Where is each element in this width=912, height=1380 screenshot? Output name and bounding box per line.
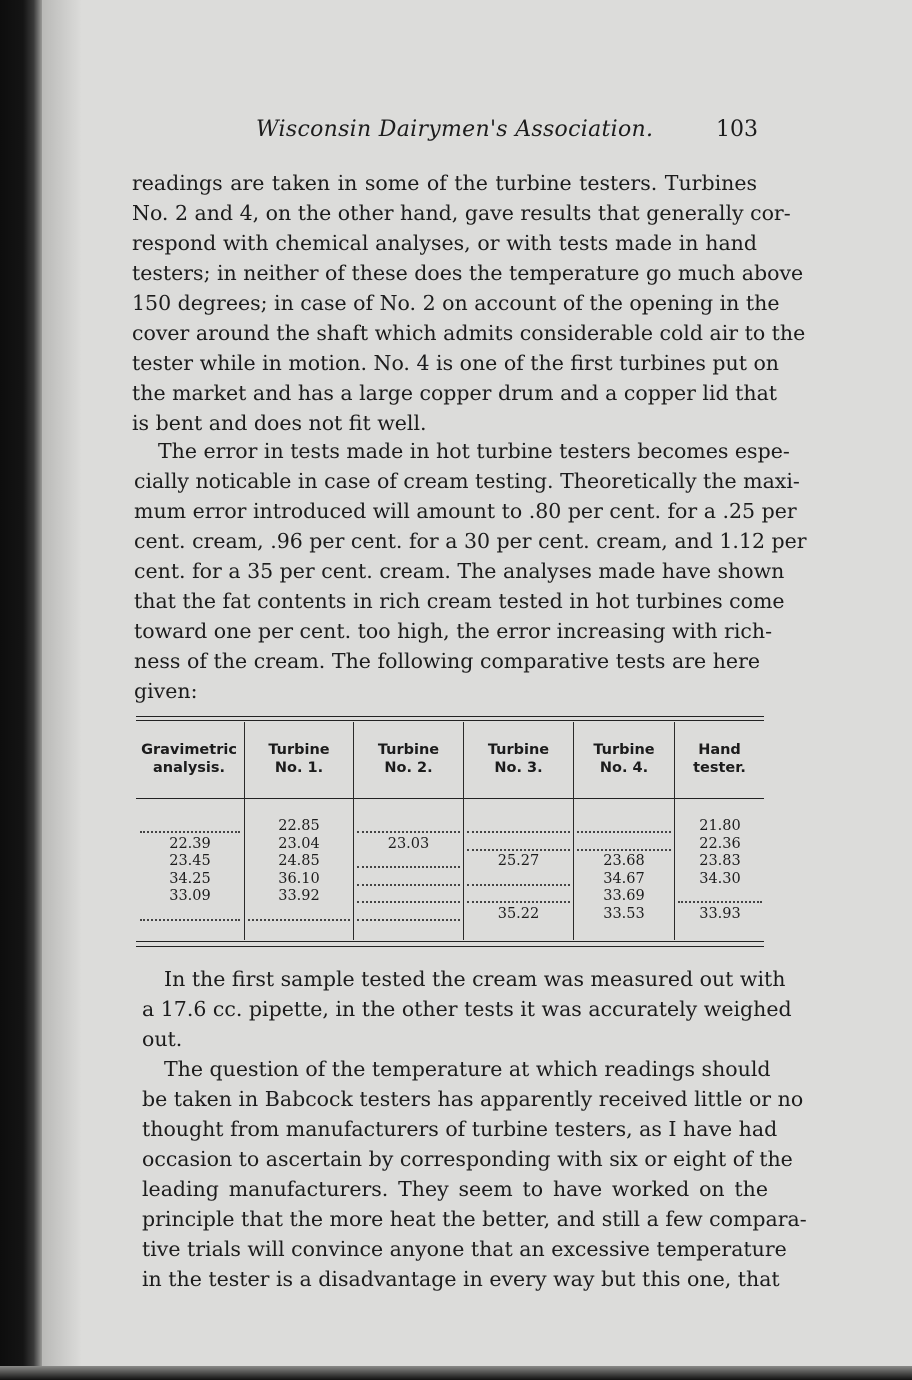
- page-shadow: [42, 0, 82, 1380]
- header-line: No. 4.: [599, 760, 649, 776]
- page-bottom-edge: [0, 1366, 912, 1380]
- leader-dots: [248, 919, 350, 921]
- text-line: mum error introduced will amount to .80 per cent. for a .25 per: [134, 499, 797, 523]
- text-line: leading manufacturers. They seem to have worked on the: [142, 1177, 768, 1201]
- leader-dots: [467, 849, 570, 851]
- table-cell: 23.45: [169, 853, 211, 869]
- text-line: thought from manufacturers of turbine testers, as I have had: [142, 1117, 778, 1141]
- header-line: No. 3.: [494, 760, 543, 776]
- leader-dots: [357, 919, 460, 921]
- header-line: Hand: [698, 742, 741, 758]
- leader-dots: [467, 901, 570, 903]
- header-line: No. 1.: [274, 760, 324, 776]
- leader-dots: [140, 831, 240, 833]
- leader-dots: [357, 831, 460, 833]
- leader-dots: [577, 849, 671, 851]
- header-rule: [136, 798, 764, 799]
- leader-dots: [467, 831, 570, 833]
- paragraph-1: [132, 168, 806, 438]
- column-header: [675, 741, 764, 777]
- text-line: 150 degrees; in case of No. 2 on account of the opening in the: [132, 291, 780, 315]
- table-cell: 34.30: [699, 870, 741, 887]
- header-line: analysis.: [152, 760, 226, 776]
- text-line: readings are taken in some of the turbine testers. Turbines: [132, 171, 757, 195]
- table-cell: 22.36: [699, 835, 741, 852]
- column-header: [354, 741, 463, 777]
- column-header: [245, 741, 353, 777]
- leader-dots: [577, 831, 671, 833]
- text-line: out.: [142, 1027, 183, 1051]
- text-line: The error in tests made in hot turbine testers becomes espe-: [158, 439, 790, 463]
- text-line: No. 2 and 4, on the other hand, gave results that generally cor-: [132, 201, 791, 225]
- text-line: cover around the shaft which admits considerable cold air to the: [132, 321, 806, 345]
- header-line: Gravimetric: [141, 742, 237, 758]
- text-line: principle that the more heat the better, and still a few compara-: [142, 1207, 807, 1231]
- table-cell: 36.10: [278, 870, 320, 887]
- table-cell: 33.69: [603, 888, 645, 904]
- table-cell: 33.93: [699, 905, 741, 922]
- text-line: that the fat contents in rich cream tested in hot turbines come: [134, 589, 785, 613]
- text-line: given:: [134, 679, 198, 703]
- column-header: [464, 741, 573, 777]
- page-number: 103: [716, 117, 758, 142]
- leader-dots: [357, 901, 460, 903]
- header-line: No. 2.: [384, 760, 433, 776]
- column-header: [574, 741, 674, 777]
- table-cell: 21.80: [699, 818, 741, 834]
- table-cell: 23.68: [603, 853, 645, 869]
- text-line: toward one per cent. too high, the error increasing with rich-: [134, 619, 773, 643]
- leader-dots: [467, 884, 570, 886]
- table-cell: 23.04: [278, 835, 320, 852]
- text-line: The question of the temperature at which readings should: [164, 1057, 771, 1081]
- table-cell: 23.83: [699, 853, 741, 869]
- table-cell: 34.25: [169, 870, 211, 887]
- text-line: cially noticable in case of cream testing. Theoretically the maxi-: [134, 469, 800, 493]
- paragraph-2: [134, 436, 807, 706]
- header-line: Turbine: [593, 742, 655, 758]
- text-line: a 17.6 cc. pipette, in the other tests it was accurately weighed: [142, 997, 792, 1021]
- table-cell: 33.53: [603, 905, 645, 922]
- text-line: the market and has a large copper drum and a copper lid that: [132, 381, 778, 405]
- text-line: is bent and does not fit well.: [132, 411, 427, 435]
- table-cell: 33.92: [278, 888, 320, 904]
- table-cell: 34.67: [603, 870, 645, 887]
- header-line: tester.: [693, 760, 746, 776]
- table-bottom-rule: [136, 941, 764, 942]
- table-cell: 22.85: [278, 818, 320, 834]
- paragraph-3: [142, 964, 792, 1054]
- text-line: tester while in motion. No. 4 is one of the first turbines put on: [132, 351, 780, 375]
- text-line: occasion to ascertain by corresponding with six or eight of the: [142, 1147, 793, 1171]
- table-cell: 25.27: [497, 853, 540, 869]
- table-top-rule: [136, 720, 764, 721]
- table-cell: 35.22: [497, 905, 540, 922]
- text-line: In the first sample tested the cream was measured out with: [164, 967, 786, 991]
- leader-dots: [140, 919, 240, 921]
- leader-dots: [357, 866, 460, 868]
- table-bottom-rule: [136, 946, 764, 947]
- paragraph-4: [142, 1054, 807, 1294]
- leader-dots: [678, 901, 762, 903]
- table-cell: 23.03: [387, 835, 430, 852]
- text-line: respond with chemical analyses, or with tests made in hand: [132, 231, 757, 255]
- text-line: be taken in Babcock testers has apparently received little or no: [142, 1087, 804, 1111]
- header-line: Turbine: [377, 742, 440, 758]
- column-header: [136, 741, 242, 777]
- text-line: ness of the cream. The following comparative tests are here: [134, 649, 760, 673]
- book-gutter: [0, 0, 42, 1380]
- text-line: testers; in neither of these does the temperature go much above: [132, 261, 804, 285]
- comparative-tests-table: [136, 714, 764, 956]
- text-line: cent. for a 35 per cent. cream. The analyses made have shown: [134, 559, 785, 583]
- table-cell: 33.09: [169, 888, 211, 904]
- table-top-rule: [136, 716, 764, 717]
- text-line: in the tester is a disadvantage in every way but this one, that: [142, 1267, 780, 1291]
- running-title: Wisconsin Dairymen's Association.: [256, 117, 654, 142]
- table-cell: 24.85: [278, 853, 320, 869]
- text-line: tive trials will convince anyone that an excessive temperature: [142, 1237, 787, 1261]
- header-line: Turbine: [268, 742, 330, 758]
- table-cell: 22.39: [169, 835, 211, 852]
- header-line: Turbine: [487, 742, 550, 758]
- text-line: cent. cream, .96 per cent. for a 30 per cent. cream, and 1.12 per: [134, 529, 807, 553]
- leader-dots: [357, 884, 460, 886]
